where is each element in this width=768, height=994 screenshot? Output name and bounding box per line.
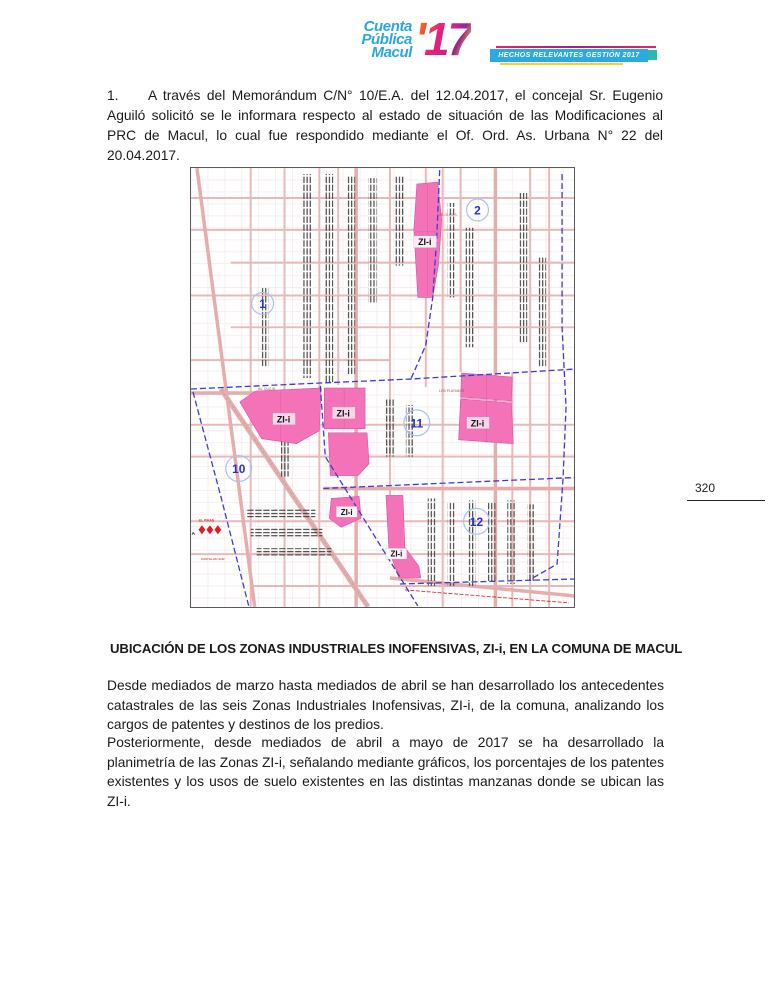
- body-paragraph-2: Posteriormente, desde mediados de abril a mayo de 2017 se ha desarrollado la planimetría de las Zonas ZI-i, señalando mediante gráficos, los porcentajes de los patentes existentes y los usos de suelo existentes en las distintas manzanas donde se ubican las ZI-i.: [107, 735, 664, 809]
- logo-wordmark: [356, 20, 412, 59]
- banner-label: HECHOS RELEVANTES GESTIÓN 2017: [498, 52, 640, 59]
- zi-label-east: ZI-i: [470, 418, 485, 429]
- logo-word-2: Pública: [361, 31, 412, 48]
- zoning-map-canvas: [191, 168, 574, 607]
- page-number: 320: [695, 481, 716, 495]
- zi-label-center: ZI-i: [336, 408, 350, 419]
- street-name: LOS OLMOS: [436, 212, 457, 217]
- intro-paragraph: [107, 86, 663, 166]
- district-12-label: 12: [469, 514, 484, 529]
- banner-teal-cap: [648, 50, 657, 60]
- cuenta-publica-logo: [356, 13, 472, 65]
- parcel-grid-texture: [191, 168, 574, 607]
- marker-caption: EL PIRAN: [198, 518, 215, 523]
- page-number-rule: [687, 500, 765, 501]
- zi-label-south-strip: ZI-i: [390, 549, 403, 559]
- district-10-label: 10: [232, 462, 246, 477]
- edge-letter: A: [191, 532, 196, 538]
- section-heading: UBICACIÓN DE LOS ZONAS INDUSTRIALES INOFENSIVAS, ZI-i, EN LA COMUNA DE MACUL: [110, 641, 683, 656]
- district-2-label: 2: [474, 203, 481, 218]
- zoning-map: [190, 167, 575, 608]
- logo-word-1: Cuenta: [363, 18, 412, 35]
- zi-zone-center-lower: [328, 433, 369, 476]
- zi-label-west: ZI-i: [276, 414, 291, 425]
- logo-year-17: '17: [415, 13, 472, 65]
- district-1-label: 1: [259, 296, 266, 311]
- intro-text: A través del Memorándum C/N° 10/E.A. del 12.04.2017, el concejal Sr. Eugenio Aguiló solicitó se le informara respecto al estado de situación de las Modificaciones al PRC de Macul, lo cual fue respondido mediante el Of. Ord. As. Urbana N° 22 del 20.04.2017.: [107, 88, 663, 163]
- header-banner: [490, 49, 648, 62]
- body-paragraph-1: Desde mediados de marzo hasta mediados de abril se han desarrollado los antecedentes catastrales de las seis Zonas Industriales Inofensivas, ZI-i, de la comuna, analizando los cargos de patentes y destinos de los predios.: [107, 678, 664, 732]
- district-11-label: 11: [410, 416, 424, 431]
- list-number: 1.: [107, 88, 119, 103]
- logo-word-3: Macul: [371, 44, 412, 61]
- zi-label-north: ZI-i: [418, 237, 432, 248]
- street-name: LOS PLATANOS: [439, 388, 465, 393]
- zi-label-south-small: ZI-i: [340, 507, 353, 517]
- marker-subcaption: CASTILLON SUR: [200, 557, 225, 562]
- street-name: AV. QUILIN: [258, 386, 276, 391]
